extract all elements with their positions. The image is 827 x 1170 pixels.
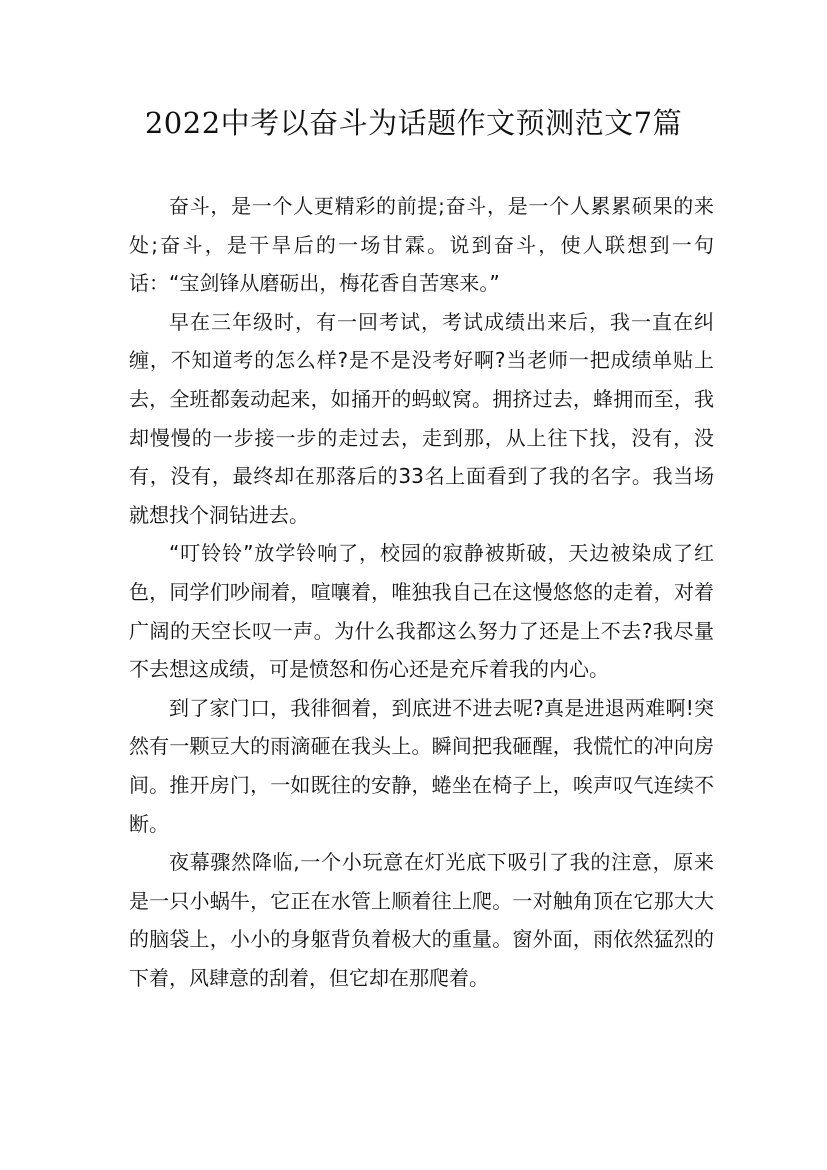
paragraph-2: 早在三年级时，有一回考试，考试成绩出来后，我一直在纠缠，不知道考的怎么样?是不是没考好啊?当老师一把成绩单贴上去，全班都轰动起来，如捅开的蚂蚁窝。拥挤过去，蜂拥而至，我却慢慢的一步接一步的走过去，走到那，从上往下找，没有，没有，没有，最终却在那落后的33名上面看到了我的名字。我当场就想找个洞钻进去。	[129, 309, 714, 527]
paragraph-1: 奋斗，是一个人更精彩的前提;奋斗，是一个人累累硕果的来处;奋斗，是干旱后的一场甘霖。说到奋斗，使人联想到一句话：“宝剑锋从磨砺出，梅花香自苦寒来。”	[129, 194, 714, 296]
paragraph-5: 夜幕骤然降临,一个小玩意在灯光底下吸引了我的注意，原来是一只小蜗牛，它正在水管上顺着往上爬。一对触角顶在它那大大的脑袋上，小小的身躯背负着极大的重量。窗外面，雨依然猛烈的下着，风肆意的刮着，但它却在那爬着。	[129, 850, 714, 990]
paragraph-4: 到了家门口，我徘徊着，到底进不进去呢?真是进退两难啊!突然有一颗豆大的雨滴砸在我头上。瞬间把我砸醒，我慌忙的冲向房间。推开房门，一如既往的安静，蜷坐在椅子上，唉声叹气连续不断。	[129, 695, 714, 836]
document-title: 2022中考以奋斗为话题作文预测范文7篇	[144, 106, 683, 140]
paragraph-3: “叮铃铃”放学铃响了，校园的寂静被斯破，天边被染成了红色，同学们吵闹着，喧嚷着，唯独我自己在这慢悠悠的走着，对着广阔的天空长叹一声。为什么我都这么努力了还是上不去?我尽量不去想这成绩，可是愤怒和伤心还是充斥着我的内心。	[129, 541, 714, 682]
document-body	[129, 187, 714, 997]
